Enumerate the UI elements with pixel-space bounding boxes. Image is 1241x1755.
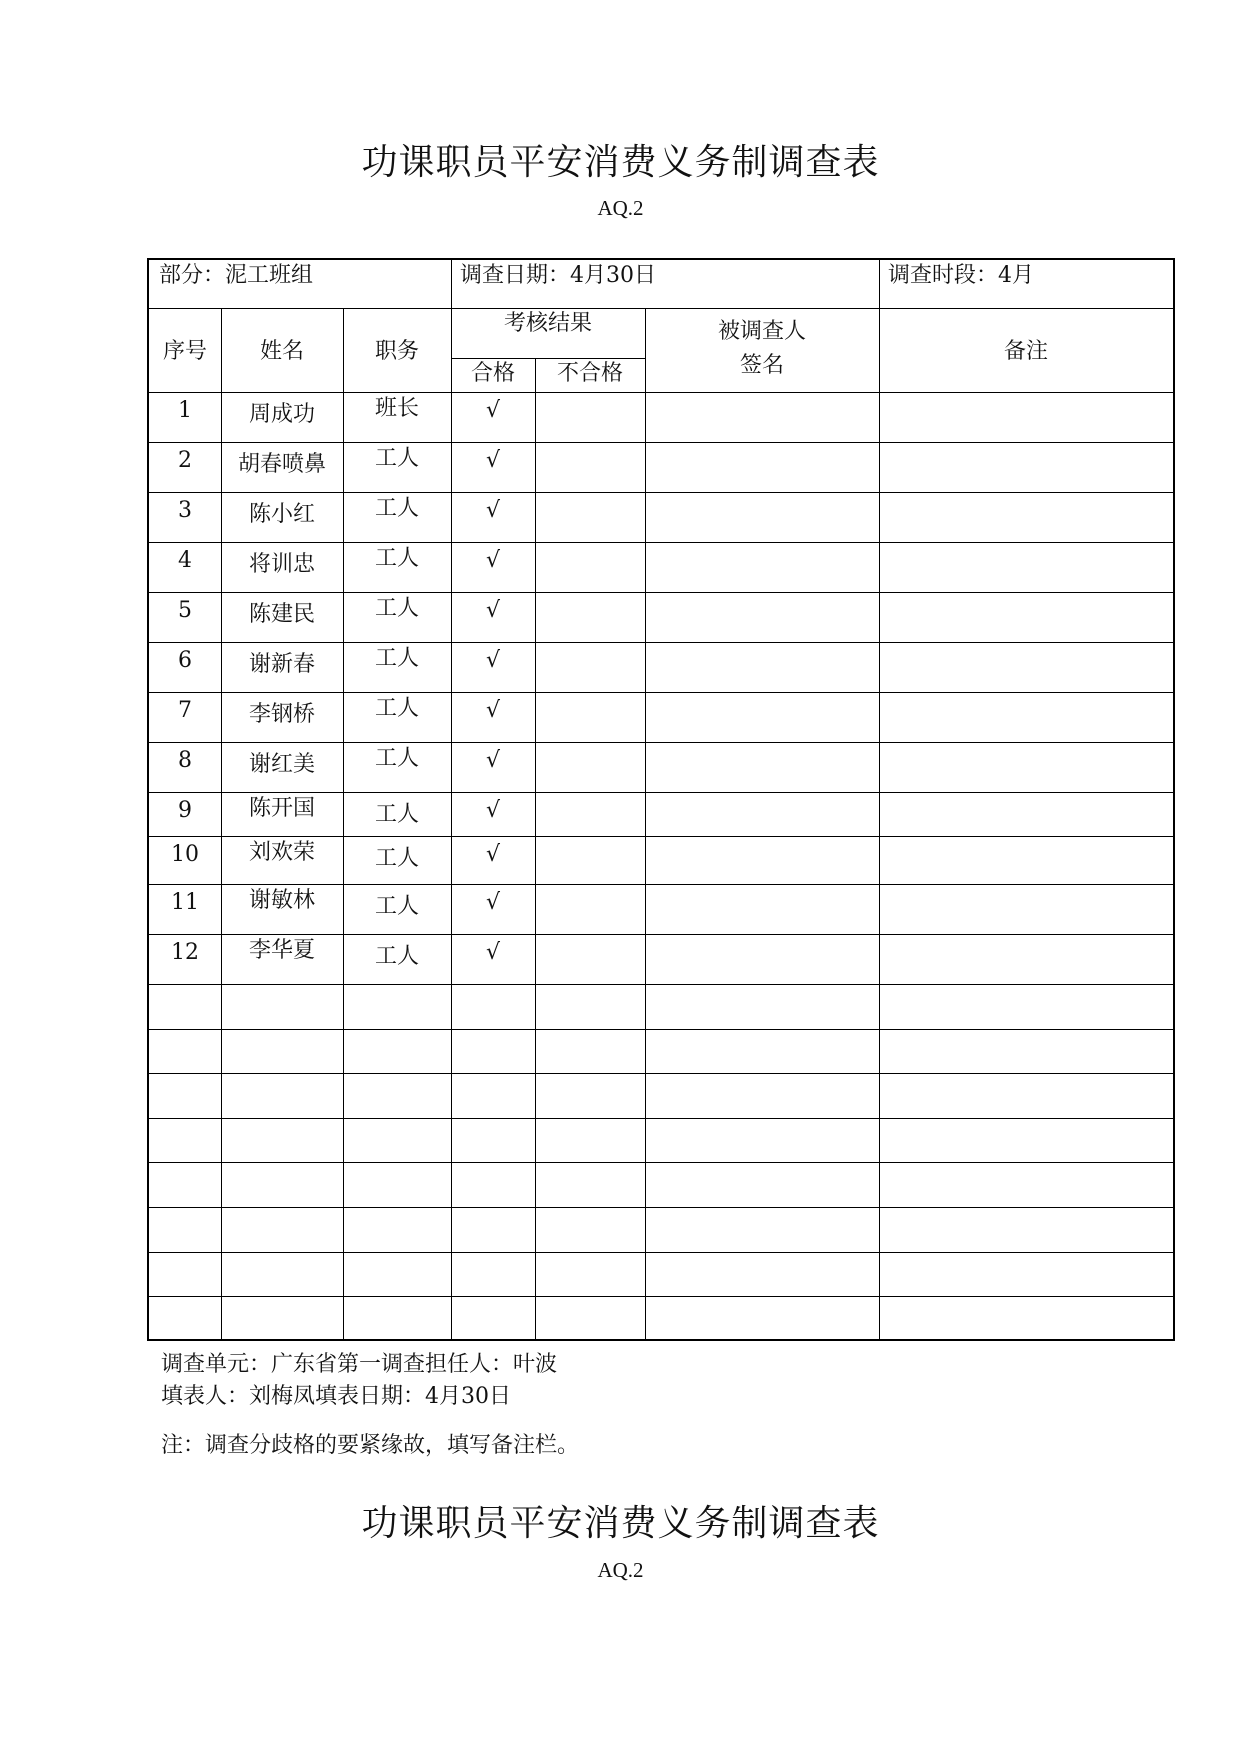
cell-position: 班长 [374, 396, 419, 421]
survey-period-cell: 调查时段：4月 [888, 263, 1034, 288]
footer-filler: 填表人：刘梅凤填表日期：4月30日 [161, 1384, 511, 1409]
cell-pass: √ [485, 398, 501, 423]
cell-seq: 12 [171, 940, 199, 965]
cell-pass: √ [485, 548, 501, 573]
cell-seq: 10 [171, 842, 199, 867]
col-header-seq: 序号 [162, 339, 207, 364]
col-header-signature-line2: 签名 [739, 353, 784, 378]
col-header-result: 考核结果 [503, 311, 592, 336]
cell-name: 谢敏林 [248, 888, 315, 913]
column-divider [535, 358, 536, 1341]
column-divider [879, 308, 880, 1341]
row-divider [149, 592, 1173, 593]
cell-name: 胡春喷鼻 [237, 452, 326, 477]
cell-position: 工人 [374, 446, 419, 471]
cell-name: 谢新春 [248, 652, 315, 677]
document-code-repeat: AQ.2 [597, 1558, 644, 1582]
col-header-position: 职务 [374, 339, 419, 364]
cell-position: 工人 [374, 696, 419, 721]
col-header-signature-line1: 被调查人 [717, 319, 806, 344]
cell-seq: 2 [178, 448, 192, 473]
row-divider [149, 984, 1173, 985]
row-divider [149, 642, 1173, 643]
cell-pass: √ [485, 890, 501, 915]
row-divider [149, 934, 1173, 935]
cell-position: 工人 [374, 546, 419, 571]
cell-pass: √ [485, 598, 501, 623]
cell-name: 周成功 [248, 402, 315, 427]
cell-name: 将训忠 [248, 552, 315, 577]
cell-pass: √ [485, 940, 501, 965]
cell-name: 李钢桥 [248, 702, 315, 727]
cell-position: 工人 [374, 596, 419, 621]
cell-pass: √ [485, 798, 501, 823]
document-code: AQ.2 [597, 196, 644, 220]
row-divider [149, 742, 1173, 743]
cell-pass: √ [485, 842, 501, 867]
col-header-name: 姓名 [259, 339, 304, 364]
row-divider [149, 1296, 1173, 1297]
survey-table [147, 258, 1175, 1341]
cell-name: 陈开国 [248, 796, 315, 821]
info-col-divider [451, 260, 452, 308]
cell-position: 工人 [374, 646, 419, 671]
cell-position: 工人 [374, 802, 419, 827]
header-row-divider [149, 392, 1173, 393]
cell-position: 工人 [374, 894, 419, 919]
result-subheader-divider [451, 358, 645, 359]
row-divider [149, 1207, 1173, 1208]
row-divider [149, 884, 1173, 885]
cell-pass: √ [485, 648, 501, 673]
cell-seq: 11 [171, 890, 199, 915]
cell-seq: 4 [178, 548, 192, 573]
cell-name: 谢红美 [248, 752, 315, 777]
row-divider [149, 1073, 1173, 1074]
column-divider [645, 308, 646, 1341]
row-divider [149, 792, 1173, 793]
info-col-divider [879, 260, 880, 308]
row-divider [149, 1162, 1173, 1163]
col-header-fail: 不合格 [556, 361, 623, 386]
cell-pass: √ [485, 748, 501, 773]
cell-pass: √ [485, 448, 501, 473]
cell-pass: √ [485, 498, 501, 523]
cell-seq: 6 [178, 648, 192, 673]
row-divider [149, 1029, 1173, 1030]
cell-seq: 1 [178, 398, 192, 423]
cell-name: 陈小红 [248, 502, 315, 527]
cell-position: 工人 [374, 496, 419, 521]
cell-position: 工人 [374, 944, 419, 969]
cell-position: 工人 [374, 846, 419, 871]
cell-seq: 8 [178, 748, 192, 773]
cell-name: 李华夏 [248, 938, 315, 963]
cell-pass: √ [485, 698, 501, 723]
cell-name: 刘欢荣 [248, 840, 315, 865]
cell-seq: 5 [178, 598, 192, 623]
cell-position: 工人 [374, 746, 419, 771]
col-header-pass: 合格 [470, 361, 515, 386]
cell-seq: 7 [178, 698, 192, 723]
survey-date-cell: 调查日期：4月30日 [460, 263, 656, 288]
cell-name: 陈建民 [248, 602, 315, 627]
row-divider [149, 542, 1173, 543]
col-header-remarks: 备注 [1003, 339, 1048, 364]
footer-note: 注：调查分歧格的要紧缘故，填写备注栏。 [161, 1433, 580, 1458]
row-divider [149, 492, 1173, 493]
row-divider [149, 836, 1173, 837]
cell-seq: 9 [178, 798, 192, 823]
info-row-divider [149, 308, 1173, 309]
document-title: 功课职员平安消费义务制调查表 [361, 142, 880, 183]
row-divider [149, 442, 1173, 443]
row-divider [149, 1118, 1173, 1119]
document-title-repeat: 功课职员平安消费义务制调查表 [361, 1503, 880, 1544]
row-divider [149, 692, 1173, 693]
footer-unit: 调查单元：广东省第一调查担任人：叶波 [161, 1352, 558, 1377]
row-divider [149, 1252, 1173, 1253]
department-cell: 部分：泥工班组 [159, 263, 314, 288]
cell-seq: 3 [178, 498, 192, 523]
